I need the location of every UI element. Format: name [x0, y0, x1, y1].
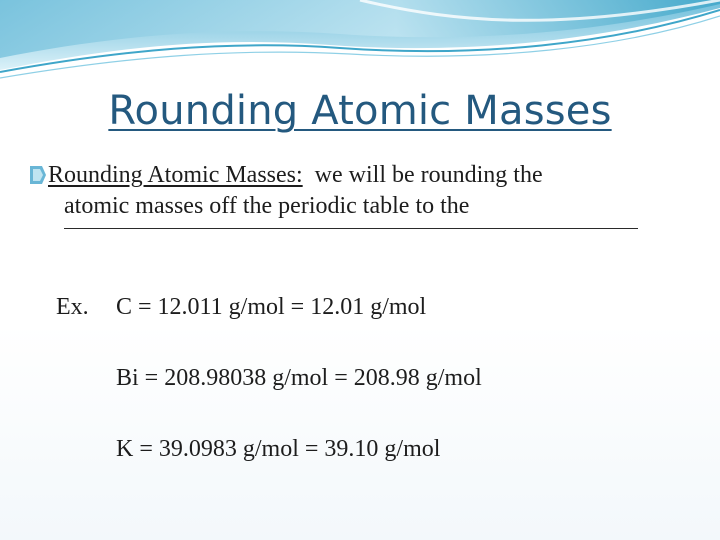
bullet-text-line2: atomic masses off the periodic table to the — [64, 193, 470, 219]
header-wave-decoration — [0, 0, 720, 90]
bullet-paragraph — [28, 160, 678, 229]
example-line-potassium: K = 39.0983 g/mol = 39.10 g/mol — [116, 436, 441, 462]
examples-label: Ex. — [56, 294, 89, 320]
example-line-bismuth: Bi = 208.98038 g/mol = 208.98 g/mol — [116, 365, 482, 391]
example-line-carbon: C = 12.011 g/mol = 12.01 g/mol — [116, 294, 427, 320]
fill-in-blank-line — [64, 228, 638, 229]
examples-block — [56, 294, 482, 463]
bullet-icon — [28, 164, 48, 186]
slide-title: Rounding Atomic Masses — [108, 88, 612, 134]
bullet-text-line1: we will be rounding the — [302, 162, 543, 188]
bullet-term: Rounding Atomic Masses: — [48, 162, 303, 188]
